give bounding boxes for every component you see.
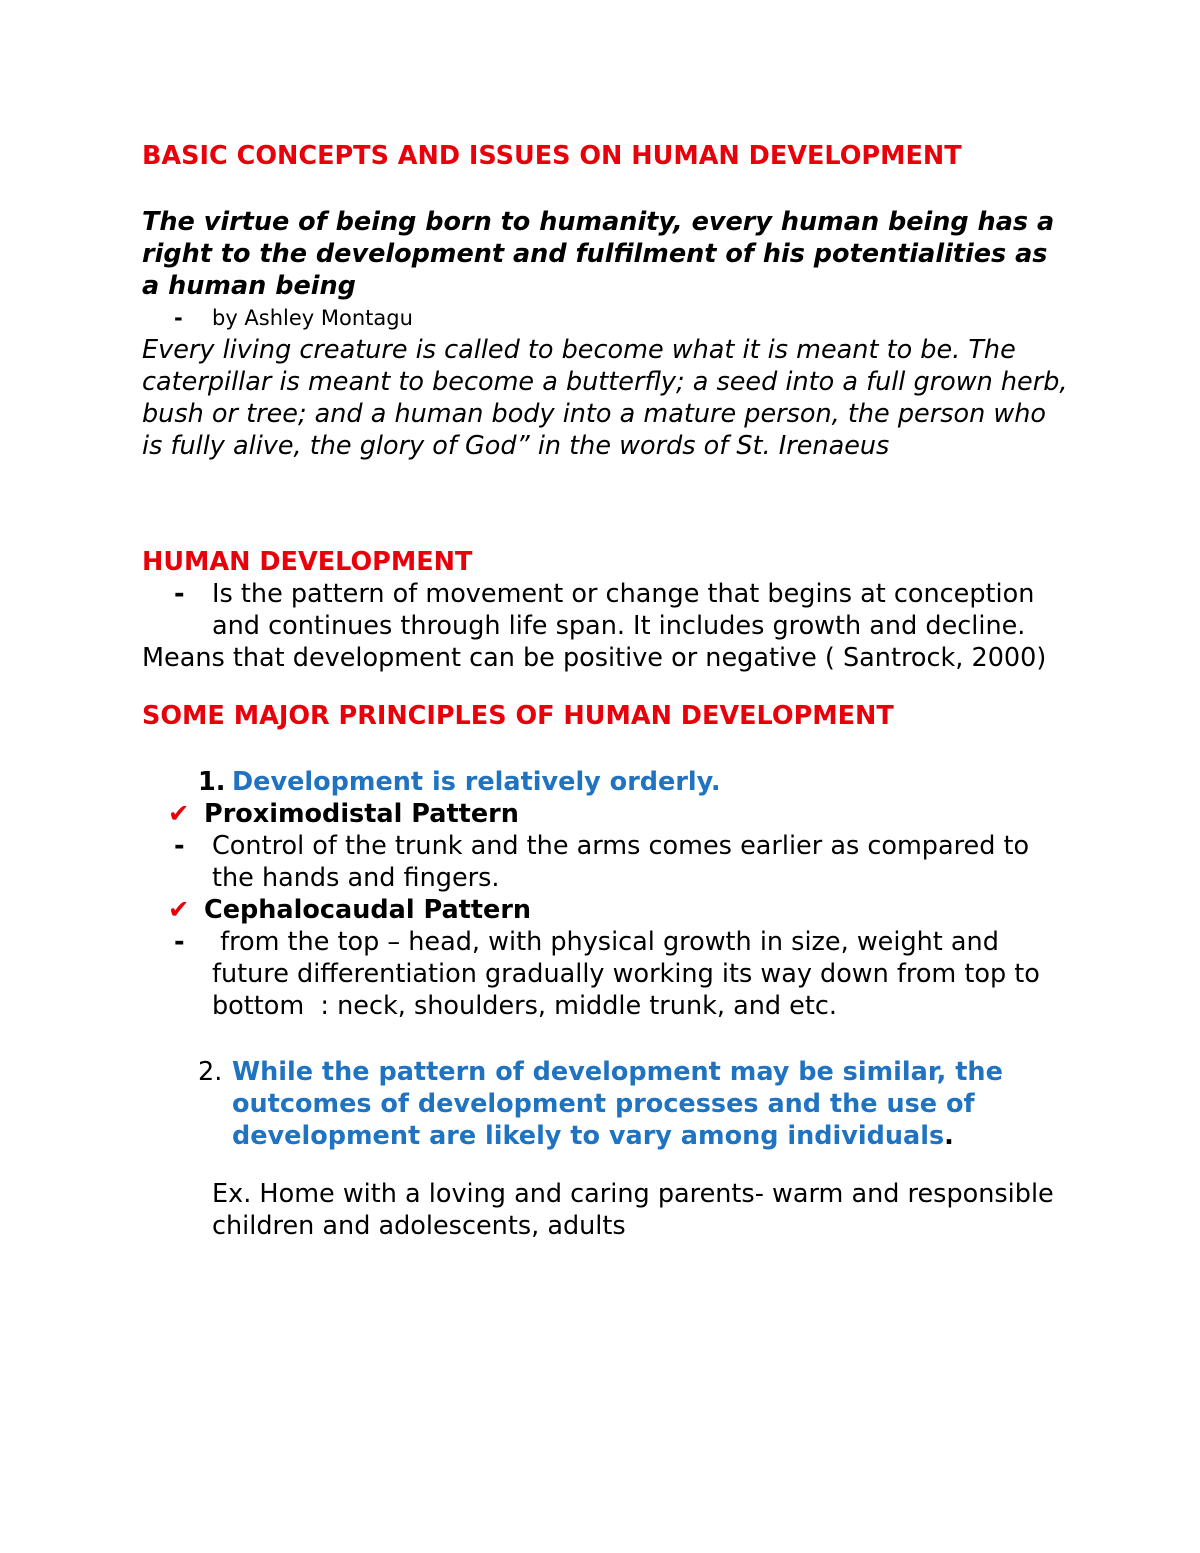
cephalocaudal-bullet: [142, 926, 1072, 1022]
principle-1: [142, 766, 1072, 798]
principle-2-period: .: [944, 1121, 954, 1151]
principle-2: [142, 1056, 1072, 1152]
checkmark-icon: ✔: [168, 799, 190, 829]
principle-1-title: Development is relatively orderly.: [232, 767, 721, 797]
human-development-heading: HUMAN DEVELOPMENT: [142, 547, 473, 577]
principle-number: 2.: [198, 1057, 223, 1087]
checkmark-icon: ✔: [168, 895, 190, 925]
spacer: [142, 462, 1072, 546]
spacer: [142, 732, 1072, 766]
irenaeus-quote: Every living creature is called to become what it is meant to be. The caterpillar is meant to become a butterfly; a seed into a full grown herb, bush or tree; and a human body into a mature person, the person who is fully alive, the glory of God” in the words of St. Irenaeus: [142, 335, 1068, 461]
principle-2-title-wrap: [232, 1056, 1072, 1152]
dash-bullet: -: [174, 831, 185, 861]
spacer: [142, 1022, 1072, 1056]
montagu-quote: The virtue of being born to humanity, every human being has a right to the development and fulfilment of his potentialities as a human being: [142, 207, 1055, 301]
quote-attribution: [142, 302, 1072, 334]
principles-heading: SOME MAJOR PRINCIPLES OF HUMAN DEVELOPMENT: [142, 701, 894, 731]
spacer: [142, 1152, 1072, 1178]
dash-bullet: -: [174, 306, 183, 330]
proximodistal-item: [142, 798, 1072, 830]
definition-bullet: [142, 578, 1072, 642]
page-title: BASIC CONCEPTS AND ISSUES ON HUMAN DEVELOPMENT: [142, 141, 962, 171]
proximodistal-bullet: [142, 830, 1072, 894]
principle-2-title: While the pattern of development may be similar, the outcomes of development processes and the use of development are likely to vary among individuals: [232, 1057, 1003, 1151]
example-text: Ex. Home with a loving and caring parents- warm and responsible children and adolescents, adults: [212, 1179, 1054, 1241]
cephalocaudal-title: Cephalocaudal Pattern: [204, 895, 532, 925]
cephalocaudal-item: [142, 894, 1072, 926]
proximodistal-text: Control of the trunk and the arms comes earlier as compared to the hands and fingers.: [212, 831, 1030, 893]
definition-text: Is the pattern of movement or change that begins at conception and continues through life span. It includes growth and decline.: [212, 579, 1035, 641]
document-page: [142, 140, 1072, 1242]
quote-author: by Ashley Montagu: [212, 306, 413, 330]
means-text: Means that development can be positive or negative ( Santrock, 2000): [142, 643, 1047, 673]
principle-number: 1.: [198, 767, 226, 797]
dash-bullet: -: [174, 579, 185, 609]
proximodistal-title: Proximodistal Pattern: [204, 799, 519, 829]
dash-bullet: -: [174, 927, 185, 957]
spacer: [142, 674, 1072, 700]
cephalocaudal-text: from the top – head, with physical growth in size, weight and future differentiation gradually working its way down from top to bottom : neck, shoulders, middle trunk, and etc.: [212, 927, 1048, 1021]
